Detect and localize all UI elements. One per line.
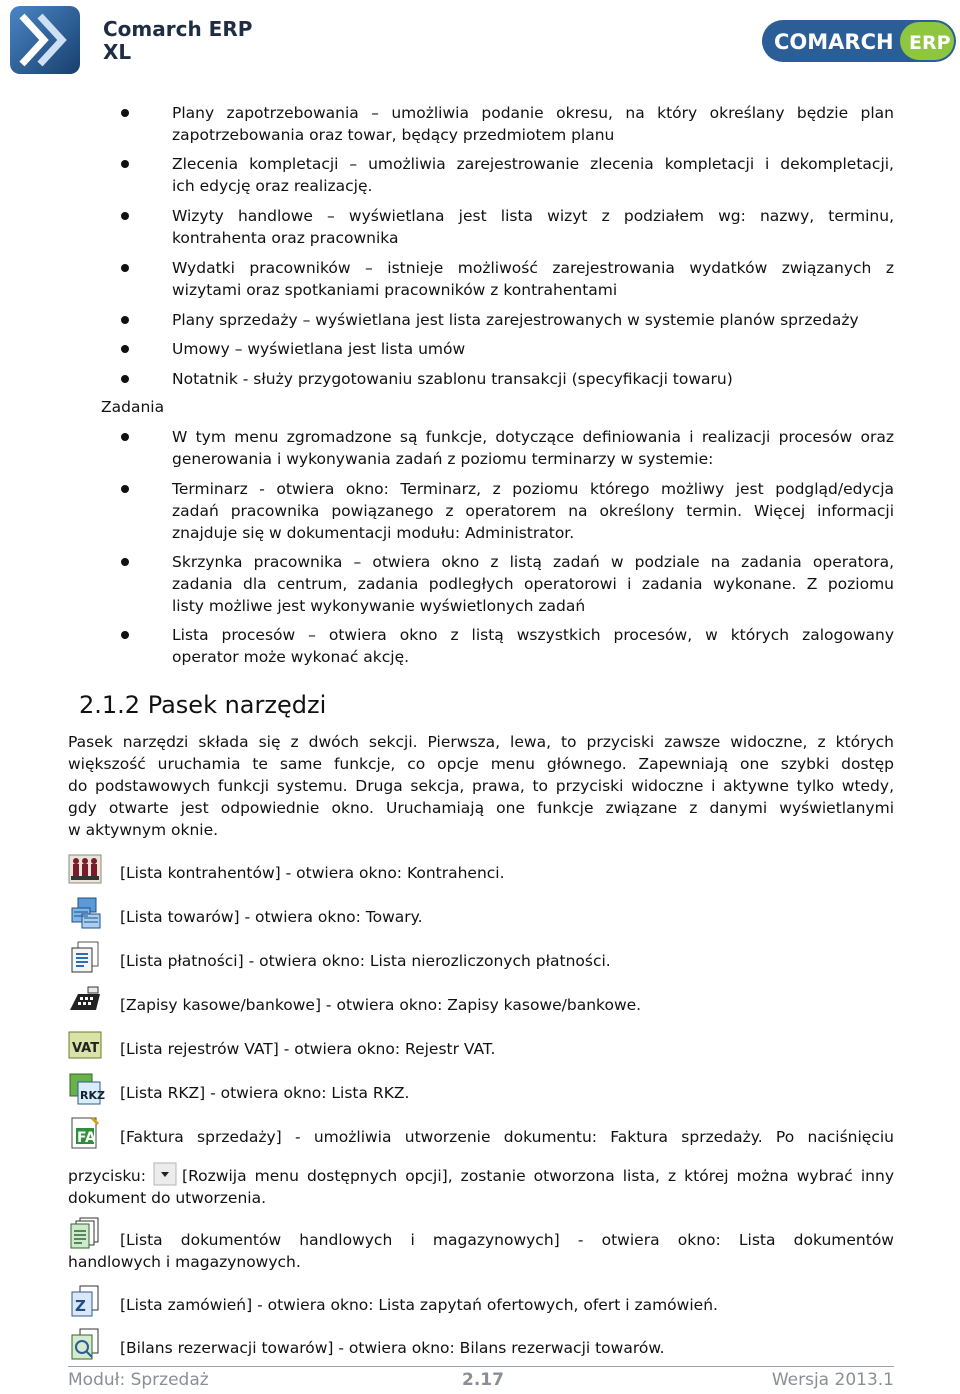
list-item-line: zapotrzebowania oraz towar, będący przedmiotem planu (172, 126, 615, 144)
paragraph-line: do podstawowych funkcji systemu. Druga sekcja, prawa, to przyciski widoczne i aktywne tylko wtedy, (68, 777, 894, 795)
paragraph-line: handlowych i magazynowych. (68, 1253, 301, 1271)
footer-page-number: 2.17 (462, 1370, 504, 1390)
tool-payments (68, 940, 894, 974)
tool-label: [Lista płatności] - otwiera okno: Lista nierozliczonych płatności. (120, 952, 611, 970)
tool-orders (68, 1284, 894, 1318)
bullet-icon (121, 316, 129, 324)
list-item-line: Wizyty handlowe – wyświetlana jest lista wizyt z podziałem wg: nazwy, terminu, (172, 207, 894, 225)
page-header (0, 0, 960, 80)
logo-comarch-text: COMARCH (774, 30, 894, 54)
section-title: 2.1.2 Pasek narzędzi (79, 691, 327, 719)
vat-icon[interactable] (68, 1028, 102, 1062)
list-item-line: Plany sprzedaży – wyświetlana jest lista zarejestrowanych w systemie planów sprzedaży (172, 311, 859, 329)
list-item-line: Notatnik - służy przygotowaniu szablonu transakcji (specyfikacji towaru) (172, 370, 733, 388)
product-name-line1: Comarch ERP (103, 17, 253, 41)
list-item-line: kontrahenta oraz pracownika (172, 229, 399, 247)
list-item-line: znajduje się w dokumentacji modułu: Administrator. (172, 524, 575, 542)
product-name-line2: XL (103, 40, 132, 64)
reservations-icon[interactable] (68, 1327, 102, 1361)
list-item-line: wizytami oraz spotkaniami pracowników z kontrahentami (172, 281, 618, 299)
paragraph-line: dokument do utworzenia. (68, 1189, 267, 1207)
footer-version: Wersja 2013.1 (771, 1370, 894, 1390)
bullet-icon (121, 109, 129, 117)
list-item-line: Skrzynka pracownika – otwiera okno z listą zadań w podziale na zadania operatora, (172, 553, 894, 571)
invoice-continuation (68, 1163, 894, 1209)
rkz-icon[interactable] (68, 1072, 105, 1106)
paragraph-line (68, 1163, 894, 1187)
zadania-heading: Zadania (101, 398, 165, 416)
cash-bank-icon[interactable] (68, 984, 102, 1018)
paragraph-text: przycisku: (68, 1167, 146, 1185)
list-item (172, 624, 894, 668)
paragraph-line: gdy otwarte jest odpowiednie okno. Uruchamiają one funkcje związane z danymi wyświetlanymi (68, 799, 894, 817)
svg-text:VAT: VAT (72, 1041, 100, 1056)
contractors-icon[interactable] (68, 852, 102, 886)
footer-module: Moduł: Sprzedaż (68, 1370, 209, 1390)
comarch-xl-logo-icon (10, 6, 80, 74)
comarch-erp-logo (762, 20, 956, 62)
list-item-line: Wydatki pracowników – istnieje możliwość zarejestrowania wydatków związanych z (172, 259, 894, 277)
bullet-icon (121, 375, 129, 383)
bullet-icon (121, 485, 129, 493)
tool-contractors (68, 852, 894, 886)
tool-label: [Lista rejestrów VAT] - otwiera okno: Rejestr VAT. (120, 1040, 496, 1058)
svg-text:Z: Z (75, 1297, 86, 1315)
tool-rkz (68, 1072, 894, 1106)
tool-label: [Lista zamówień] - otwiera okno: Lista zapytań ofertowych, ofert i zamówień. (120, 1296, 718, 1314)
list-item-line: operator może wykonać akcję. (172, 648, 410, 666)
tool-vat (68, 1028, 894, 1062)
tool-label: [Lista RKZ] - otwiera okno: Lista RKZ. (120, 1084, 410, 1102)
list-item (172, 551, 894, 617)
footer-divider (68, 1366, 894, 1367)
tool-sales-invoice (68, 1116, 894, 1150)
bullet-icon (121, 212, 129, 220)
tool-cash-bank (68, 984, 894, 1018)
list-item (172, 309, 894, 331)
list-item (172, 257, 894, 301)
list-item-line: Lista procesów – otwiera okno z listą wszystkich procesów, w których zalogowany (172, 626, 894, 644)
list-item-line: Zlecenia kompletacji – umożliwia zarejestrowanie zlecenia kompletacji i dekompletacji, (172, 155, 894, 173)
product-name (103, 18, 252, 64)
list-item-line: Plany zapotrzebowania – umożliwia podanie okresu, na który określany będzie plan (172, 104, 894, 122)
tool-label: [Zapisy kasowe/bankowe] - otwiera okno: Zapisy kasowe/bankowe. (120, 996, 642, 1014)
bullet-icon (121, 345, 129, 353)
documents-paragraph (68, 1229, 894, 1273)
list-item-line: listy możliwe jest wykonywanie wyświetlonych zadań (172, 597, 586, 615)
list-item-line: ich edycję oraz realizację. (172, 177, 373, 195)
list-item (172, 102, 894, 146)
list-item (172, 205, 894, 249)
tool-label: [Bilans rezerwacji towarów] - otwiera okno: Bilans rezerwacji towarów. (120, 1339, 665, 1357)
svg-text:FA: FA (77, 1130, 96, 1146)
payments-icon[interactable] (68, 940, 102, 974)
list-item (172, 368, 894, 390)
tool-reservations (68, 1327, 894, 1361)
list-item (172, 153, 894, 197)
tool-label: [Lista towarów] - otwiera okno: Towary. (120, 908, 423, 926)
bullet-icon (121, 558, 129, 566)
svg-text:RKZ: RKZ (80, 1089, 105, 1102)
paragraph-line: Pasek narzędzi składa się z dwóch sekcji. Pierwsza, lewa, to przyciski zawsze widoczne, z których (68, 733, 894, 751)
tool-label: [Lista kontrahentów] - otwiera okno: Kontrahenci. (120, 864, 505, 882)
dropdown-arrow-icon[interactable] (154, 1163, 176, 1185)
paragraph-line: [Lista dokumentów handlowych i magazynowych] - otwiera okno: Lista dokumentów (120, 1231, 894, 1249)
list-item-line: zadania dla centrum, zadania podległych operatorowi i zadania wykonane. Z poziomu (172, 575, 894, 593)
sales-invoice-icon[interactable] (68, 1116, 102, 1150)
list-item-line: Terminarz - otwiera okno: Terminarz, z poziomu którego możliwy jest podgląd/edycja (172, 480, 894, 498)
orders-icon[interactable] (68, 1284, 102, 1318)
bullet-icon (121, 433, 129, 441)
list-item (172, 478, 894, 544)
list-item-line: generowania i wykonywania zadań z poziomu terminarzy w systemie: (172, 450, 714, 468)
tool-goods (68, 896, 894, 930)
paragraph-line: w aktywnym oknie. (68, 821, 219, 839)
bullet-icon (121, 631, 129, 639)
goods-icon[interactable] (68, 896, 102, 930)
logo-erp-text: ERP (909, 32, 951, 54)
bullet-icon (121, 264, 129, 272)
paragraph-line: większość uruchamia te same funkcje, co opcje menu głównego. Zapewniają one szybki dostęp (68, 755, 894, 773)
bullet-icon (121, 160, 129, 168)
list-item-line: Umowy – wyświetlana jest lista umów (172, 340, 466, 358)
paragraph-text: [Rozwija menu dostępnych opcji], zostanie otworzona lista, z której można wybrać inny (182, 1167, 894, 1185)
list-item (172, 426, 894, 470)
list-item (172, 338, 894, 360)
list-item-line: zadań pracownika powiązanego z operatorem na określony termin. Więcej informacji (172, 502, 894, 520)
tool-label: [Faktura sprzedaży] - umożliwia utworzenie dokumentu: Faktura sprzedaży. Po naciśnięciu (120, 1128, 894, 1146)
intro-paragraph (68, 731, 894, 841)
list-item-line: W tym menu zgromadzone są funkcje, dotyczące definiowania i realizacji procesów oraz (172, 428, 894, 446)
